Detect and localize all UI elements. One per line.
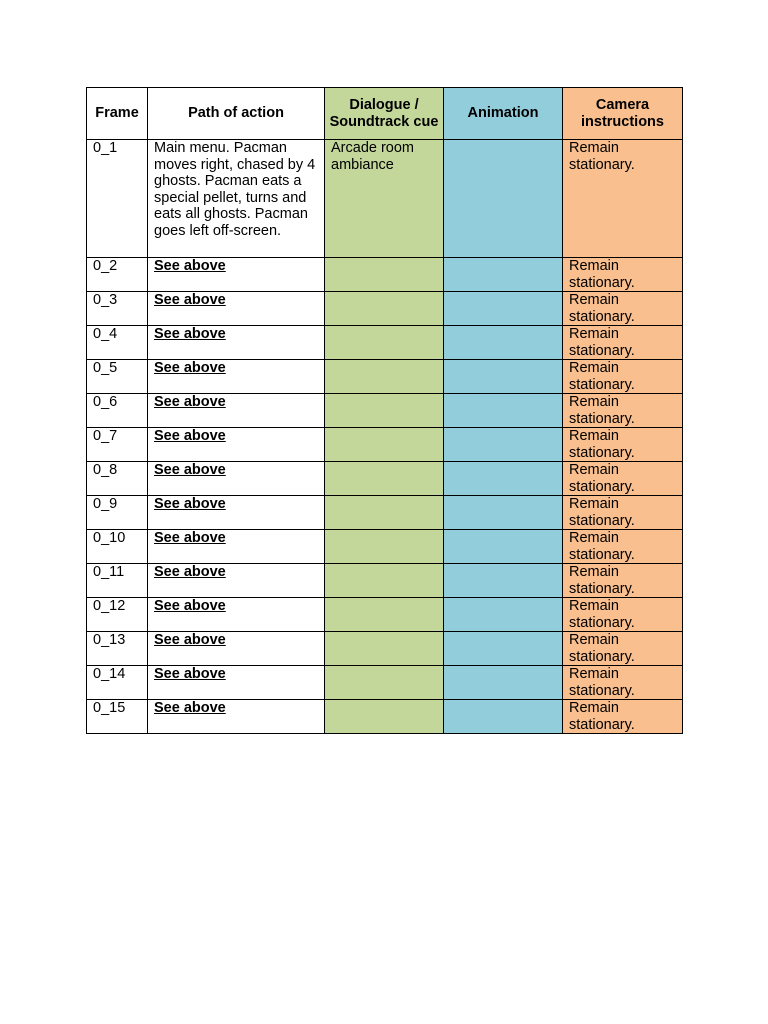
cell-path <box>148 632 325 666</box>
cell-animation <box>444 496 563 530</box>
cell-animation <box>444 700 563 734</box>
cell-animation <box>444 598 563 632</box>
see-above-link[interactable]: See above <box>154 666 226 682</box>
cell-camera: Remain stationary. <box>563 292 683 326</box>
table-row <box>87 326 683 360</box>
cell-dialogue <box>325 462 444 496</box>
table-row <box>87 140 683 258</box>
table-header-row <box>87 88 683 140</box>
cell-dialogue <box>325 394 444 428</box>
table-row <box>87 598 683 632</box>
cell-frame: 0_10 <box>87 530 148 564</box>
header-camera: Camera instructions <box>563 88 683 140</box>
cell-frame: 0_2 <box>87 258 148 292</box>
cell-path <box>148 292 325 326</box>
see-above-link[interactable]: See above <box>154 598 226 614</box>
cell-dialogue <box>325 666 444 700</box>
table-row <box>87 428 683 462</box>
cell-dialogue <box>325 564 444 598</box>
see-above-link[interactable]: See above <box>154 496 226 512</box>
cell-dialogue <box>325 598 444 632</box>
cell-path <box>148 496 325 530</box>
table-body <box>87 140 683 734</box>
table-row <box>87 258 683 292</box>
see-above-link[interactable]: See above <box>154 326 226 342</box>
see-above-link[interactable]: See above <box>154 428 226 444</box>
cell-camera: Remain stationary. <box>563 564 683 598</box>
table-row <box>87 700 683 734</box>
table-row <box>87 632 683 666</box>
cell-frame: 0_1 <box>87 140 148 258</box>
cell-camera: Remain stationary. <box>563 326 683 360</box>
header-animation: Animation <box>444 88 563 140</box>
cell-dialogue <box>325 258 444 292</box>
cell-path <box>148 530 325 564</box>
cell-camera: Remain stationary. <box>563 496 683 530</box>
see-above-link[interactable]: See above <box>154 462 226 478</box>
see-above-link[interactable]: See above <box>154 258 226 274</box>
cell-frame: 0_5 <box>87 360 148 394</box>
cell-camera: Remain stationary. <box>563 360 683 394</box>
cell-animation <box>444 632 563 666</box>
cell-frame: 0_9 <box>87 496 148 530</box>
cell-frame: 0_3 <box>87 292 148 326</box>
cell-camera: Remain stationary. <box>563 394 683 428</box>
cell-path <box>148 326 325 360</box>
cell-frame: 0_14 <box>87 666 148 700</box>
cell-path <box>148 394 325 428</box>
header-path-of-action: Path of action <box>148 88 325 140</box>
cell-dialogue <box>325 292 444 326</box>
cell-path <box>148 598 325 632</box>
cell-animation <box>444 140 563 258</box>
cell-frame: 0_4 <box>87 326 148 360</box>
cell-animation <box>444 462 563 496</box>
see-above-link[interactable]: See above <box>154 632 226 648</box>
cell-camera: Remain stationary. <box>563 666 683 700</box>
cell-frame: 0_11 <box>87 564 148 598</box>
storyboard-sheet <box>86 87 683 734</box>
see-above-link[interactable]: See above <box>154 292 226 308</box>
cell-frame: 0_15 <box>87 700 148 734</box>
cell-frame: 0_12 <box>87 598 148 632</box>
cell-animation <box>444 360 563 394</box>
cell-path <box>148 428 325 462</box>
see-above-link[interactable]: See above <box>154 564 226 580</box>
cell-animation <box>444 564 563 598</box>
cell-path <box>148 666 325 700</box>
cell-dialogue <box>325 530 444 564</box>
cell-path <box>148 462 325 496</box>
cell-animation <box>444 258 563 292</box>
cell-frame: 0_13 <box>87 632 148 666</box>
cell-dialogue: Arcade room ambiance <box>325 140 444 258</box>
cell-frame: 0_8 <box>87 462 148 496</box>
table-row <box>87 462 683 496</box>
cell-dialogue <box>325 428 444 462</box>
cell-dialogue <box>325 496 444 530</box>
cell-path <box>148 258 325 292</box>
cell-path: Main menu. Pacman moves right, chased by 4 ghosts. Pacman eats a special pellet, turns and eats all ghosts. Pacman goes left off-screen. <box>148 140 325 258</box>
table-row <box>87 666 683 700</box>
see-above-link[interactable]: See above <box>154 700 226 716</box>
cell-animation <box>444 292 563 326</box>
see-above-link[interactable]: See above <box>154 394 226 410</box>
cell-frame: 0_7 <box>87 428 148 462</box>
cell-animation <box>444 326 563 360</box>
table-row <box>87 394 683 428</box>
header-frame: Frame <box>87 88 148 140</box>
cell-camera: Remain stationary. <box>563 700 683 734</box>
cell-dialogue <box>325 360 444 394</box>
cell-dialogue <box>325 326 444 360</box>
cell-path <box>148 700 325 734</box>
cell-camera: Remain stationary. <box>563 462 683 496</box>
storyboard-table <box>86 87 683 734</box>
table-row <box>87 564 683 598</box>
cell-animation <box>444 666 563 700</box>
header-dialogue: Dialogue / Soundtrack cue <box>325 88 444 140</box>
table-row <box>87 292 683 326</box>
cell-camera: Remain stationary. <box>563 598 683 632</box>
cell-camera: Remain stationary. <box>563 530 683 564</box>
cell-camera: Remain stationary. <box>563 632 683 666</box>
cell-camera: Remain stationary. <box>563 258 683 292</box>
see-above-link[interactable]: See above <box>154 530 226 546</box>
cell-path <box>148 360 325 394</box>
cell-animation <box>444 394 563 428</box>
table-row <box>87 496 683 530</box>
cell-animation <box>444 530 563 564</box>
cell-camera: Remain stationary. <box>563 140 683 258</box>
table-row <box>87 360 683 394</box>
cell-dialogue <box>325 700 444 734</box>
cell-animation <box>444 428 563 462</box>
cell-frame: 0_6 <box>87 394 148 428</box>
cell-camera: Remain stationary. <box>563 428 683 462</box>
cell-path <box>148 564 325 598</box>
table-row <box>87 530 683 564</box>
cell-dialogue <box>325 632 444 666</box>
see-above-link[interactable]: See above <box>154 360 226 376</box>
